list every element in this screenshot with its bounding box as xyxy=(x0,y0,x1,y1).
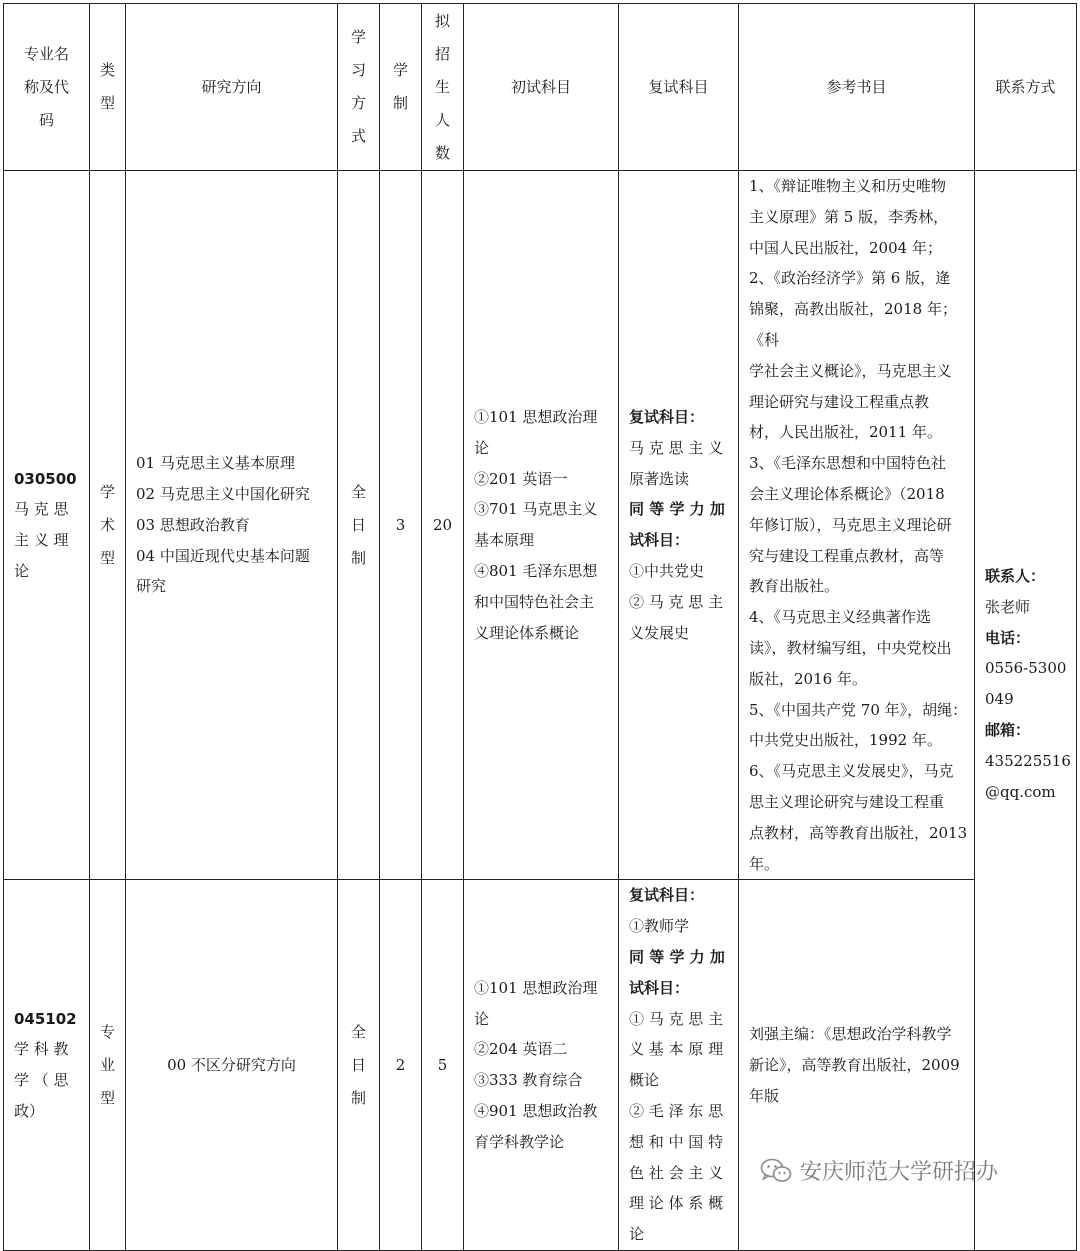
book-line: 2、《政治经济学》第 6 版，逄 xyxy=(749,269,951,288)
book-line: 年版 xyxy=(749,1086,780,1105)
book-line: 理论研究与建设工程重点教 xyxy=(749,392,930,411)
direction-item: 00 不区分研究方向 xyxy=(167,1055,296,1074)
exam-line: 和中国特色社会主 xyxy=(474,592,595,611)
header-books: 参考书目 xyxy=(739,4,975,171)
extra-line: ② 毛 泽 东 思 xyxy=(629,1101,724,1120)
direction-cell xyxy=(126,880,338,1251)
book-line: 主义原理》第 5 版，李秀林， xyxy=(749,207,949,226)
direction-cell xyxy=(126,171,338,880)
retest-line: ①教师学 xyxy=(629,917,690,936)
major-name-line: 主 义 理 xyxy=(14,531,69,550)
direction-item: 02 马克思主义中国化研究 xyxy=(136,484,310,503)
book-line: 4、《马克思主义经典著作选 xyxy=(749,608,932,627)
book-line: 材，人民出版社，2011 年。 xyxy=(749,423,942,442)
exam-line: ③333 教育综合 xyxy=(474,1071,583,1090)
header-study-mode: 学 习 方 式 xyxy=(338,4,380,171)
contact-email-label: 邮箱： xyxy=(985,720,1031,739)
exam-line: ④801 毛泽东思想 xyxy=(474,561,598,580)
retest-title: 复试科目： xyxy=(629,407,705,426)
major-code: 045102 xyxy=(14,1009,77,1028)
contact-email: 435225516 xyxy=(985,751,1071,770)
enrollment-cell: 5 xyxy=(422,880,464,1251)
book-line: 刘强主编：《思想政治学科教学 xyxy=(749,1024,952,1043)
header-type: 类 型 xyxy=(90,4,126,171)
exam-line: 基本原理 xyxy=(474,531,535,550)
extra-line: 想 和 中 国 特 xyxy=(629,1132,724,1151)
exam-line: 论 xyxy=(474,438,490,457)
study-mode-cell: 全 日 制 xyxy=(338,171,380,880)
extra-line: 理 论 体 系 概 xyxy=(629,1194,724,1213)
table-row xyxy=(4,880,1077,1251)
major-name-line: 学 科 教 xyxy=(14,1040,69,1059)
book-line: 思主义理论研究与建设工程重 xyxy=(749,792,945,811)
book-line: 中国人民出版社，2004 年； xyxy=(749,238,942,257)
direction-item: 研究 xyxy=(136,577,167,596)
wechat-icon xyxy=(760,1158,792,1184)
major-cell xyxy=(4,171,90,880)
books-cell xyxy=(739,171,975,880)
book-line: 中共党史出版社，1992 年。 xyxy=(749,731,942,750)
major-name-line: 政） xyxy=(14,1101,45,1120)
book-line: 锦聚，高教出版社，2018 年；《科 xyxy=(749,300,957,349)
extra-title: 同 等 学 力 加 xyxy=(629,947,725,966)
extra-line: ② 马 克 思 主 xyxy=(629,592,724,611)
extra-line: 概论 xyxy=(629,1071,660,1090)
book-line: 6、《马克思主义发展史》，马克 xyxy=(749,762,954,781)
books-cell xyxy=(739,880,975,1251)
extra-line: 论 xyxy=(629,1225,645,1244)
exam-line: 论 xyxy=(474,1009,490,1028)
header-contact: 联系方式 xyxy=(975,4,1077,171)
book-line: 会主义理论体系概论》（2018 xyxy=(749,484,945,503)
major-name-line: 马 克 思 xyxy=(14,500,69,519)
type-cell: 专 业 型 xyxy=(90,880,126,1251)
book-line: 3、《毛泽东思想和中国特色社 xyxy=(749,454,947,473)
table-row xyxy=(4,171,1077,880)
direction-item: 04 中国近现代史基本问题 xyxy=(136,546,310,565)
extra-line: 义 基 本 原 理 xyxy=(629,1040,724,1059)
exam-line: 育学科教学论 xyxy=(474,1132,565,1151)
exam-line: ③701 马克思主义 xyxy=(474,500,598,519)
book-line: 读》，教材编写组，中央党校出 xyxy=(749,638,952,657)
duration-cell: 3 xyxy=(380,171,422,880)
duration-cell: 2 xyxy=(380,880,422,1251)
header-row xyxy=(4,4,1077,171)
contact-cell xyxy=(975,171,1077,1251)
header-major: 专业名 称及代 码 xyxy=(4,4,90,171)
retest-cell xyxy=(619,171,739,880)
book-line: 教育出版社。 xyxy=(749,577,840,596)
header-enrollment: 拟 招 生 人 数 xyxy=(422,4,464,171)
header-duration: 学 制 xyxy=(380,4,422,171)
extra-title: 同 等 学 力 加 xyxy=(629,500,725,519)
extra-line: 义发展史 xyxy=(629,623,690,642)
book-line: 版社，2016 年。 xyxy=(749,669,867,688)
book-line: 1、《辩证唯物主义和历史唯物 xyxy=(749,177,947,195)
program-table xyxy=(3,3,1077,1251)
extra-line: ①中共党史 xyxy=(629,561,705,580)
major-name-line: 论 xyxy=(14,561,30,580)
book-line: 年。 xyxy=(749,854,780,873)
watermark-text: 安庆师范大学研招办 xyxy=(800,1160,999,1185)
header-retest: 复试科目 xyxy=(619,4,739,171)
book-line: 新论》，高等教育出版社，2009 xyxy=(749,1055,960,1074)
exam-line: 义理论体系概论 xyxy=(474,623,580,642)
book-line: 点教材，高等教育出版社，2013 xyxy=(749,823,968,842)
book-line: 学社会主义概论》，马克思主义 xyxy=(749,361,952,380)
retest-line: 原著选读 xyxy=(629,469,690,488)
contact-person: 张老师 xyxy=(985,597,1031,616)
exam-line: ①101 思想政治理 xyxy=(474,407,598,426)
book-line: 究与建设工程重点教材，高等 xyxy=(749,546,945,565)
major-cell xyxy=(4,880,90,1251)
exam-line: ①101 思想政治理 xyxy=(474,978,598,997)
major-name-line: 学 （ 思 xyxy=(14,1071,69,1090)
contact-phone: 049 xyxy=(985,690,1014,709)
direction-item: 01 马克思主义基本原理 xyxy=(136,454,295,473)
initial-exam-cell xyxy=(464,171,619,880)
major-code: 030500 xyxy=(14,469,77,488)
exam-line: ②204 英语二 xyxy=(474,1040,568,1059)
book-line: 5、《中国共产党 70 年》，胡绳： xyxy=(749,700,968,719)
contact-phone-label: 电话： xyxy=(985,628,1031,647)
enrollment-cell: 20 xyxy=(422,171,464,880)
retest-line: 马 克 思 主 义 xyxy=(629,438,724,457)
header-initial-exam: 初试科目 xyxy=(464,4,619,171)
contact-email: @qq.com xyxy=(985,782,1056,801)
book-line: 年修订版），马克思主义理论研 xyxy=(749,515,952,534)
retest-title: 复试科目： xyxy=(629,886,705,905)
initial-exam-cell xyxy=(464,880,619,1251)
exam-line: ④901 思想政治教 xyxy=(474,1101,598,1120)
extra-line: ① 马 克 思 主 xyxy=(629,1009,724,1028)
exam-line: ②201 英语一 xyxy=(474,469,568,488)
extra-line: 色 社 会 主 义 xyxy=(629,1163,724,1182)
direction-item: 03 思想政治教育 xyxy=(136,515,250,534)
watermark xyxy=(760,1155,998,1186)
type-cell: 学 术 型 xyxy=(90,171,126,880)
extra-title: 试科目： xyxy=(629,978,690,997)
contact-person-label: 联系人： xyxy=(985,567,1046,585)
contact-phone: 0556-5300 xyxy=(985,659,1067,678)
header-direction: 研究方向 xyxy=(126,4,338,171)
retest-cell xyxy=(619,880,739,1251)
study-mode-cell: 全 日 制 xyxy=(338,880,380,1251)
extra-title: 试科目： xyxy=(629,531,690,550)
